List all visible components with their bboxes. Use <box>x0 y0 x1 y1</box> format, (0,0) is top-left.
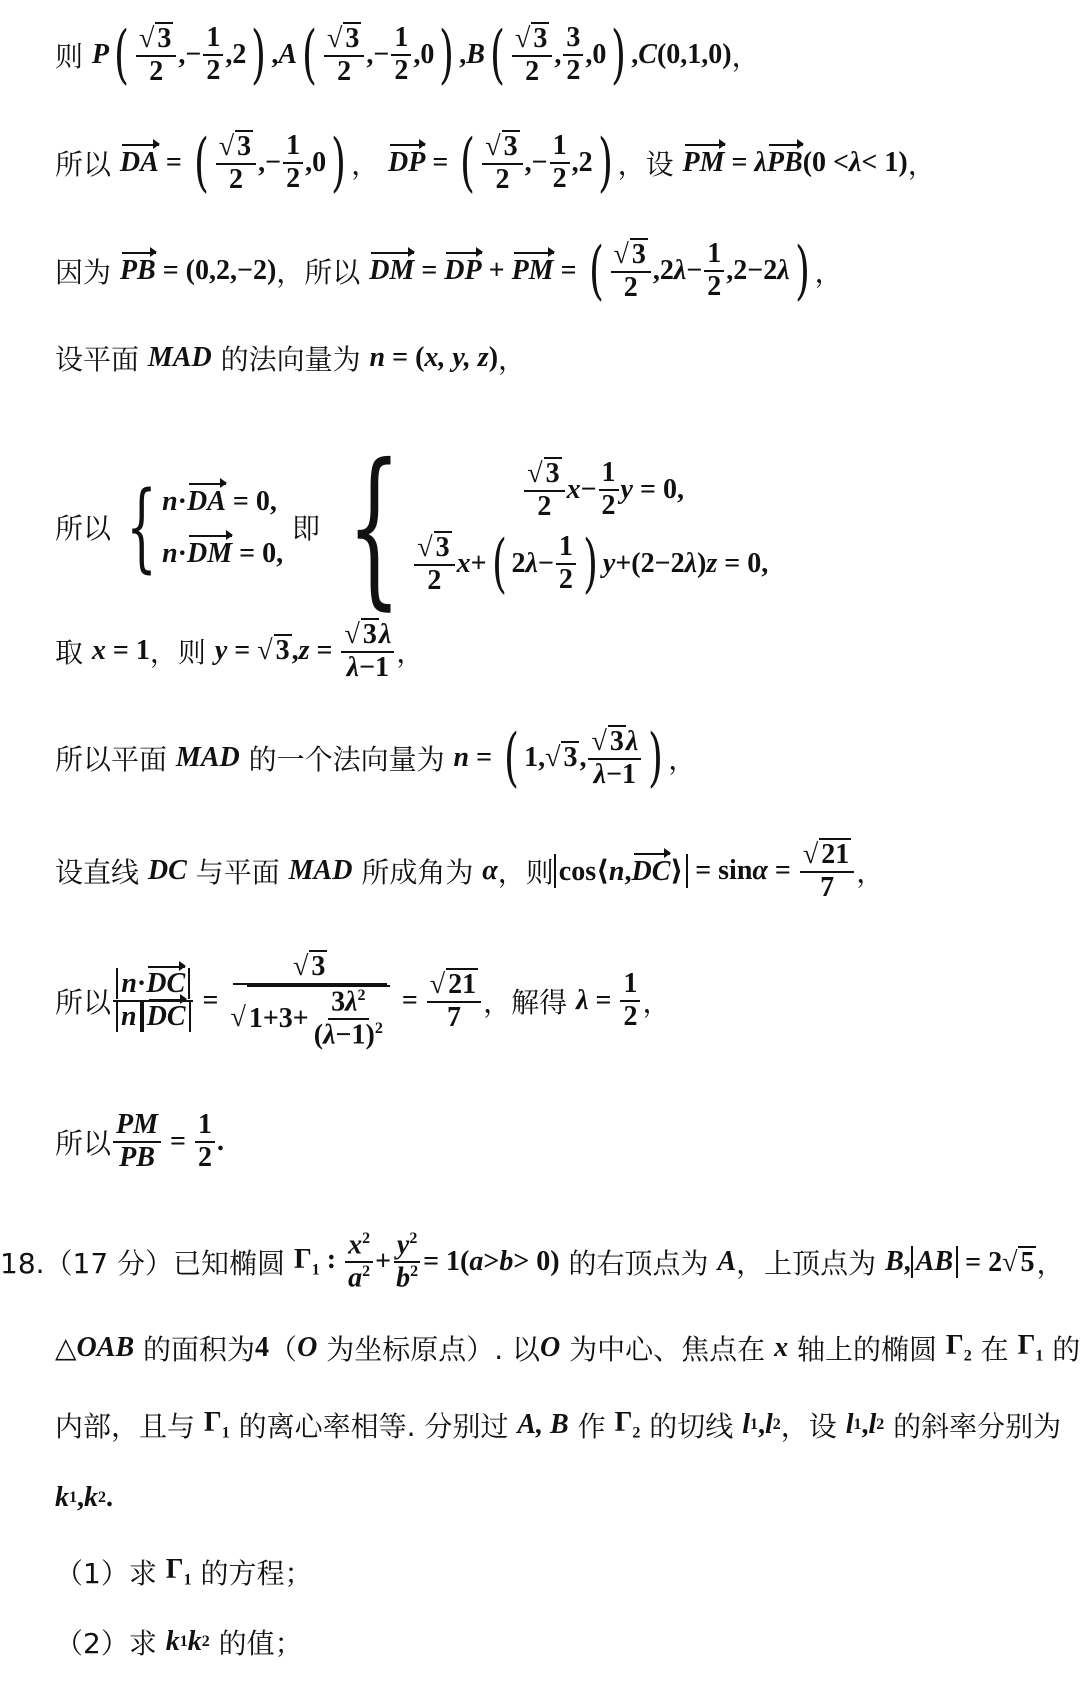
solution-line-5: 所以 { n·DA = 0, n·DM = 0, 即 { $\frac{√ 3}{2}$ x − $\frac{1}{2}$ y = 0, $\frac{√ 3}{2}$ x + ( 2 λ − $\frac{1}{2}$ ) y +(2−2 λ ) z = 0, <box>55 428 769 626</box>
solution-line-3: 因为 PB = (0,2,−2) ，所以 DM = DP + PM = ( $\frac{√ 3}{2}$ ,2 λ − $\frac{1}{2}$ ,2−2 λ ) ， <box>55 233 843 308</box>
problem-18-part-2: （2）求 k 1 k 2 的值； <box>55 1626 303 1660</box>
solution-line-1: 则 P ( $\frac{√ 3}{2}$ ,− $\frac{1}{2}$ ,2 ) , A ( $\frac{√ 3}{2}$ ,− $\frac{1}{2}$ ,0 ) , B ( $\frac{√ 3}{2}$ , $\frac{3}{2}$ ,0 ) , C (0,1,0) ， <box>55 17 760 92</box>
solution-line-6: 取 x = 1 ，则 y = √ 3, z = $\frac{√ 3\lambda}{\lambda-1}$ ， <box>55 619 425 683</box>
problem-18-part-1: （1）求 $\Gamma_1$ 的方程； <box>55 1554 313 1590</box>
solution-line-10: 所以 $\frac{PM}{PB}$ = $\frac{1}{2}$ . <box>55 1109 224 1173</box>
solution-line-7: 所以平面 MAD 的一个法向量为 n = ( 1,√ 3, $\frac{√ 3\lambda}{\lambda-1}$ ) ， <box>55 720 697 795</box>
solution-line-4: 设平面 MAD 的法向量为 n = ( x, y, z ) ， <box>55 342 527 376</box>
problem-18-line-3: 内部，且与 $\Gamma_1$ 的离心率相等. 分别过 A, B 作 $\Gamma_2$ 的切线 l 1 , l 2 ，设 l 1 , l 2 的斜率分别为 <box>55 1407 1062 1443</box>
solution-line-9: 所以 $\frac{n\cdot DC}{\text{n DC}}$ = √ 3 √ 1+3+ $\frac{3\lambda^2}{(\lambda-1)^2}$ = $\frac{√ 21}{7}$ ，解得 λ = $\frac{1}{2}$ ， <box>55 951 671 1051</box>
solution-line-8: 设直线 DC 与平面 MAD 所成角为 α ，则 cos⟨n,DC⟩ = sin α = $\frac{√ 21}{7}$ ， <box>55 839 885 903</box>
solution-line-2: 所以 DA = ( $\frac{√ 3}{2}$ ,− $\frac{1}{2}$ ,0 ) ， DP = ( $\frac{√ 3}{2}$ ,− $\frac{1}{2}$ ,2 ) ，设 PM = λ PB (0 < λ < 1) ， <box>55 125 936 200</box>
problem-18-line-1: 18.（17 分）已知椭圆 $\Gamma_1$ : $\frac{x^2}{a^2}$ + $\frac{y^2}{b^2}$ = 1( a > b > 0) 的右顶点为 A ，上顶点为 B , AB = 2√ 5 ， <box>0 1229 1065 1294</box>
problem-18-line-4: k 1 , k 2 . <box>55 1482 113 1513</box>
problem-18-line-2: △ OAB 的面积为 4 （ O 为坐标原点）. 以 O 为中心、焦点在 x 轴上的椭圆 $\Gamma_2$ 在 $\Gamma_1$ 的 <box>55 1330 1080 1366</box>
